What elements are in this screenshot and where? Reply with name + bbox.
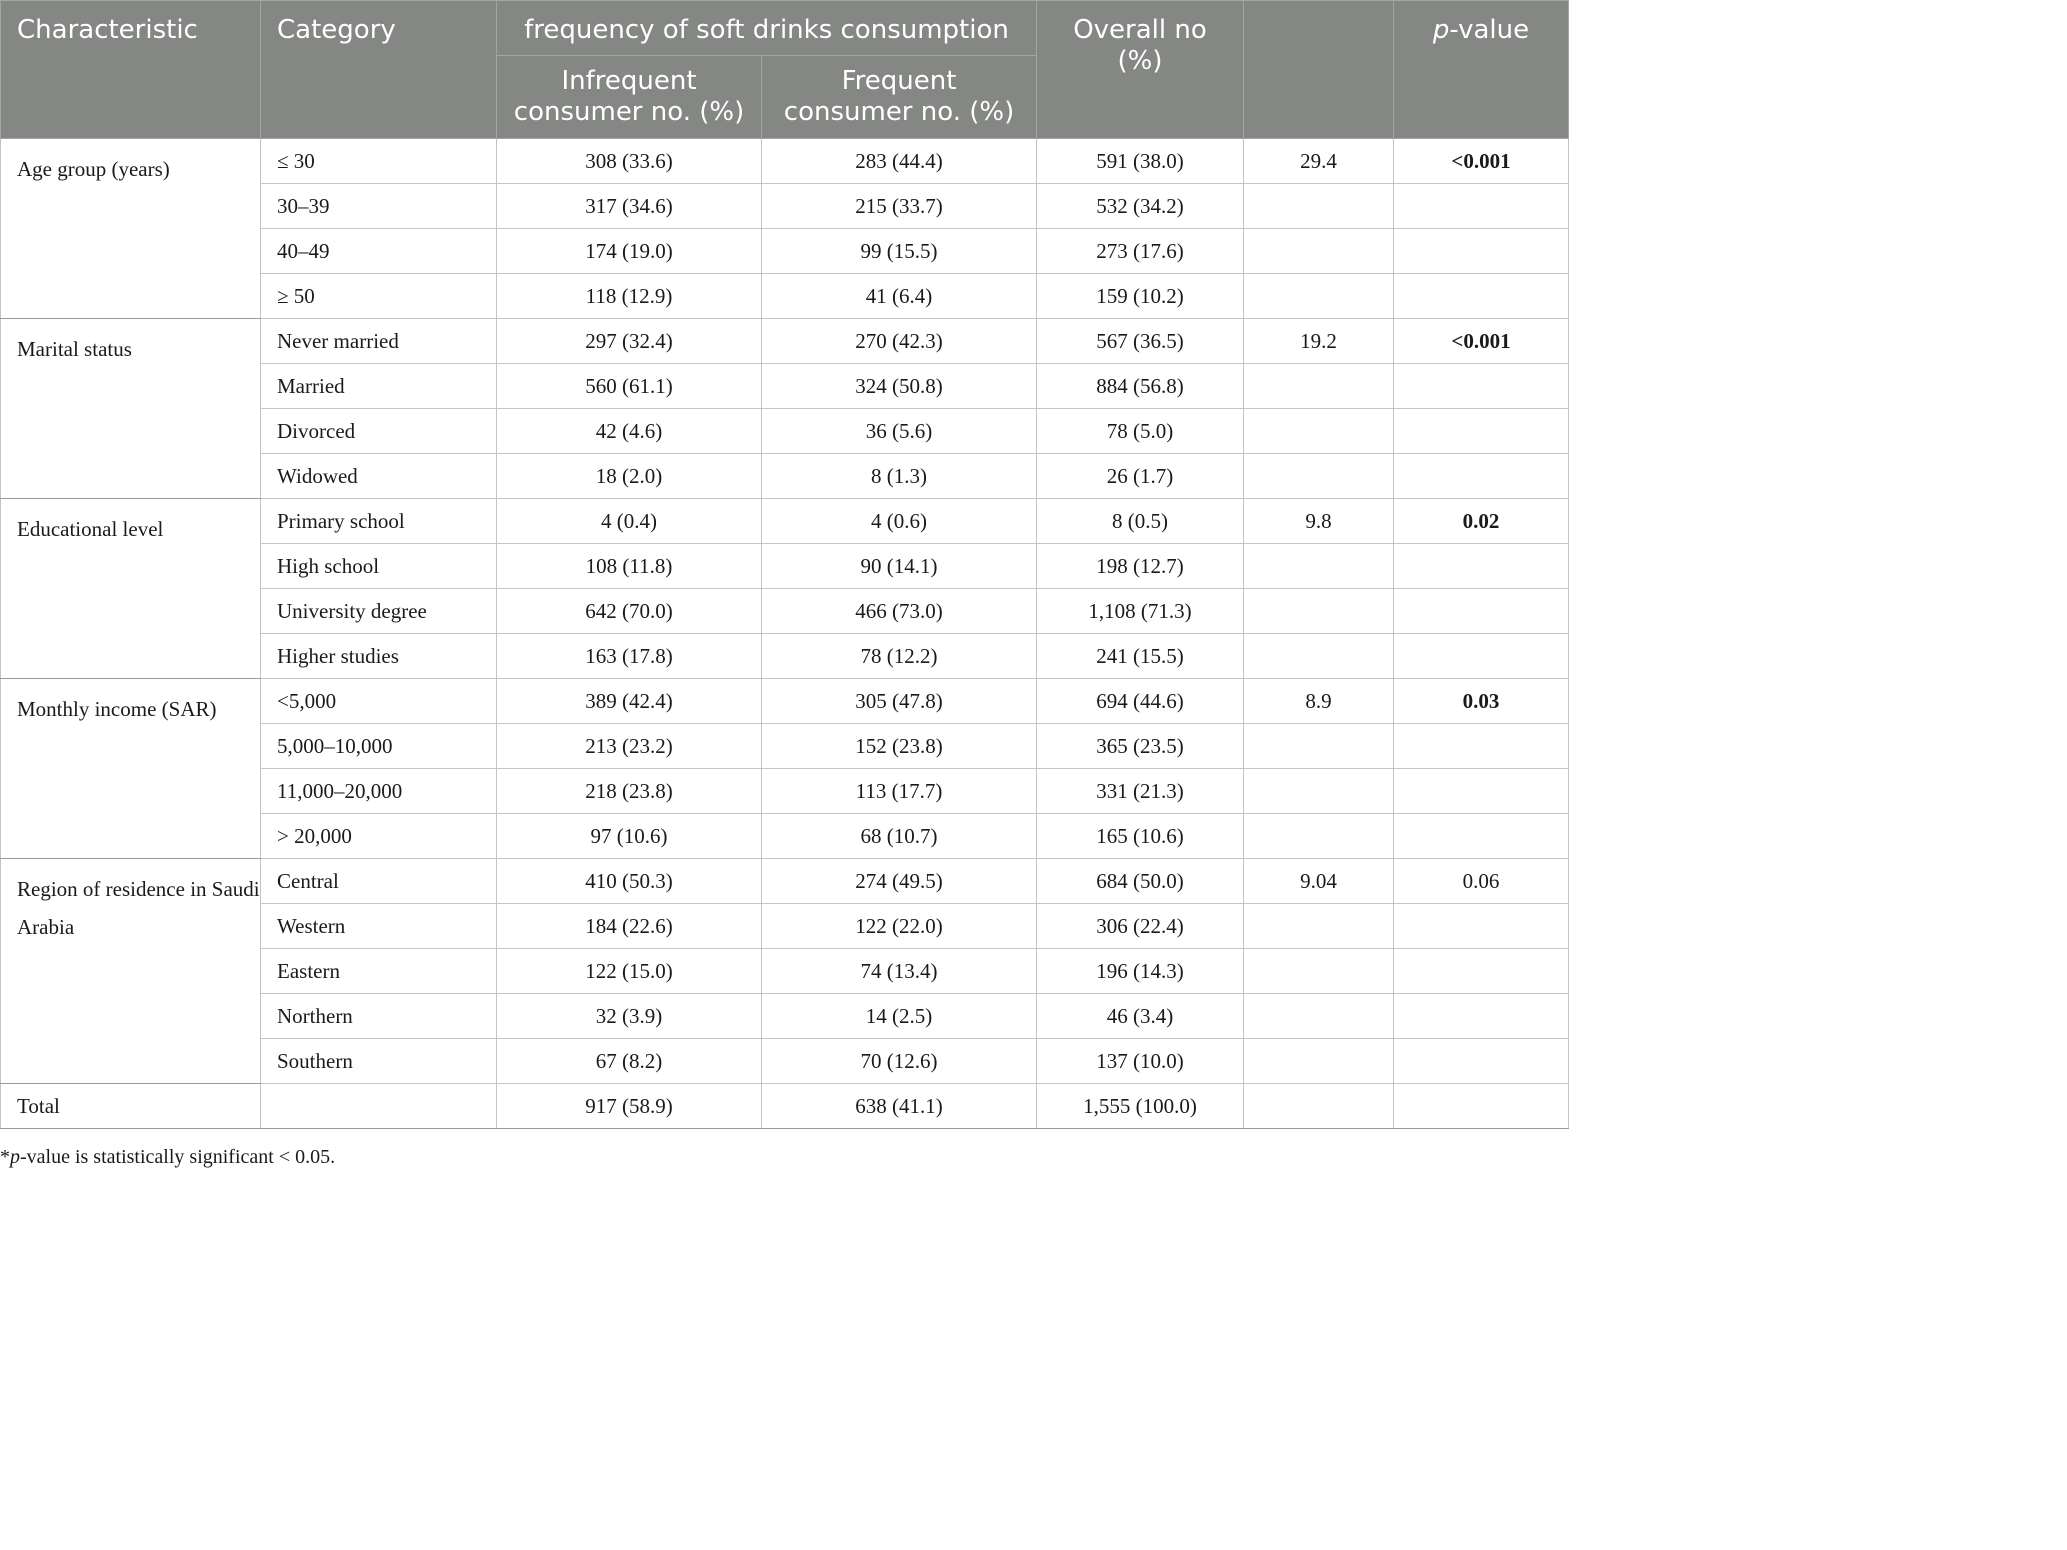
overall-cell: 165 (10.6): [1037, 814, 1244, 859]
header-overall-line2: (%): [1117, 46, 1163, 76]
category-cell: > 20,000: [261, 814, 497, 859]
header-p-value: [1394, 1, 1569, 139]
header-frequent: [762, 56, 1037, 139]
infrequent-cell: 308 (33.6): [497, 139, 762, 184]
infrequent-cell: 218 (23.8): [497, 769, 762, 814]
frequent-cell: 74 (13.4): [762, 949, 1037, 994]
header-infrequent-line1: Infrequent: [561, 66, 697, 96]
infrequent-cell: 917 (58.9): [497, 1084, 762, 1129]
category-cell: Southern: [261, 1039, 497, 1084]
statistic-cell: [1244, 589, 1394, 634]
overall-cell: 196 (14.3): [1037, 949, 1244, 994]
category-cell: <5,000: [261, 679, 497, 724]
overall-cell: 273 (17.6): [1037, 229, 1244, 274]
characteristic-cell: Marital status: [1, 319, 261, 499]
p-value-cell: 0.03: [1394, 679, 1569, 724]
overall-cell: 567 (36.5): [1037, 319, 1244, 364]
p-value-cell: [1394, 724, 1569, 769]
p-value-cell: [1394, 1084, 1569, 1129]
frequent-cell: 270 (42.3): [762, 319, 1037, 364]
statistic-cell: [1244, 454, 1394, 499]
frequent-cell: 152 (23.8): [762, 724, 1037, 769]
frequent-cell: 122 (22.0): [762, 904, 1037, 949]
p-value-cell: [1394, 1039, 1569, 1084]
characteristic-cell: Age group (years): [1, 139, 261, 319]
footnote-star: *: [0, 1146, 10, 1168]
infrequent-cell: 297 (32.4): [497, 319, 762, 364]
infrequent-cell: 67 (8.2): [497, 1039, 762, 1084]
overall-cell: 365 (23.5): [1037, 724, 1244, 769]
statistic-cell: 29.4: [1244, 139, 1394, 184]
table-row: [1, 499, 1569, 544]
infrequent-cell: 108 (11.8): [497, 544, 762, 589]
statistic-cell: [1244, 409, 1394, 454]
statistic-cell: [1244, 229, 1394, 274]
footnote: [0, 1146, 335, 1169]
frequent-cell: 305 (47.8): [762, 679, 1037, 724]
frequent-cell: 215 (33.7): [762, 184, 1037, 229]
footnote-text: -value is statistically significant < 0.05.: [20, 1146, 336, 1168]
category-cell: Primary school: [261, 499, 497, 544]
frequent-cell: 466 (73.0): [762, 589, 1037, 634]
statistic-cell: [1244, 1084, 1394, 1129]
statistic-cell: [1244, 904, 1394, 949]
frequent-cell: 68 (10.7): [762, 814, 1037, 859]
p-value-cell: [1394, 994, 1569, 1039]
header-infrequent-line2: consumer no. (%): [513, 97, 745, 127]
category-cell: Higher studies: [261, 634, 497, 679]
statistic-cell: [1244, 724, 1394, 769]
frequent-cell: 283 (44.4): [762, 139, 1037, 184]
infrequent-cell: 4 (0.4): [497, 499, 762, 544]
characteristic-cell: Monthly income (SAR): [1, 679, 261, 859]
infrequent-cell: 174 (19.0): [497, 229, 762, 274]
statistic-cell: [1244, 364, 1394, 409]
category-cell: Central: [261, 859, 497, 904]
statistic-cell: [1244, 544, 1394, 589]
p-value-cell: <0.001: [1394, 139, 1569, 184]
frequent-cell: 324 (50.8): [762, 364, 1037, 409]
total-label-cell: Total: [1, 1084, 261, 1129]
infrequent-cell: 18 (2.0): [497, 454, 762, 499]
overall-cell: 159 (10.2): [1037, 274, 1244, 319]
table-row: [1, 319, 1569, 364]
p-value-cell: [1394, 274, 1569, 319]
frequent-cell: 70 (12.6): [762, 1039, 1037, 1084]
table-row: [1, 139, 1569, 184]
frequent-cell: 274 (49.5): [762, 859, 1037, 904]
overall-cell: 137 (10.0): [1037, 1039, 1244, 1084]
frequent-cell: 90 (14.1): [762, 544, 1037, 589]
category-cell: Western: [261, 904, 497, 949]
category-cell: University degree: [261, 589, 497, 634]
infrequent-cell: 122 (15.0): [497, 949, 762, 994]
p-value-cell: [1394, 454, 1569, 499]
table-header: [1, 1, 1569, 139]
overall-cell: 532 (34.2): [1037, 184, 1244, 229]
frequent-cell: 4 (0.6): [762, 499, 1037, 544]
category-cell: 11,000–20,000: [261, 769, 497, 814]
overall-cell: 8 (0.5): [1037, 499, 1244, 544]
header-statistic: [1244, 1, 1394, 139]
frequent-cell: 8 (1.3): [762, 454, 1037, 499]
infrequent-cell: 389 (42.4): [497, 679, 762, 724]
statistic-cell: [1244, 949, 1394, 994]
statistic-cell: [1244, 769, 1394, 814]
statistic-cell: 9.8: [1244, 499, 1394, 544]
footnote-p-italic: p: [10, 1146, 20, 1168]
category-cell: Divorced: [261, 409, 497, 454]
p-value-cell: [1394, 634, 1569, 679]
frequent-cell: 113 (17.7): [762, 769, 1037, 814]
overall-cell: 1,108 (71.3): [1037, 589, 1244, 634]
header-infrequent: [497, 56, 762, 139]
header-overall-line1: Overall no: [1073, 15, 1207, 45]
statistic-cell: 19.2: [1244, 319, 1394, 364]
p-value-cell: 0.06: [1394, 859, 1569, 904]
overall-cell: 694 (44.6): [1037, 679, 1244, 724]
overall-cell: 684 (50.0): [1037, 859, 1244, 904]
infrequent-cell: 317 (34.6): [497, 184, 762, 229]
p-value-cell: [1394, 904, 1569, 949]
frequent-cell: 14 (2.5): [762, 994, 1037, 1039]
header-frequent-line1: Frequent: [841, 66, 957, 96]
infrequent-cell: 184 (22.6): [497, 904, 762, 949]
statistic-cell: 9.04: [1244, 859, 1394, 904]
table-row: [1, 859, 1569, 904]
header-frequent-line2: consumer no. (%): [783, 97, 1015, 127]
p-value-cell: [1394, 409, 1569, 454]
frequent-cell: 78 (12.2): [762, 634, 1037, 679]
infrequent-cell: 410 (50.3): [497, 859, 762, 904]
table-row-total: [1, 1084, 1569, 1129]
category-cell: 30–39: [261, 184, 497, 229]
infrequent-cell: 213 (23.2): [497, 724, 762, 769]
category-cell: Northern: [261, 994, 497, 1039]
infrequent-cell: 32 (3.9): [497, 994, 762, 1039]
p-value-cell: <0.001: [1394, 319, 1569, 364]
category-cell: ≤ 30: [261, 139, 497, 184]
statistic-cell: [1244, 994, 1394, 1039]
frequent-cell: 99 (15.5): [762, 229, 1037, 274]
category-cell: Married: [261, 364, 497, 409]
frequent-cell: 36 (5.6): [762, 409, 1037, 454]
category-cell: 40–49: [261, 229, 497, 274]
p-value-cell: [1394, 544, 1569, 589]
p-value-cell: 0.02: [1394, 499, 1569, 544]
overall-cell: 78 (5.0): [1037, 409, 1244, 454]
table-row: [1, 679, 1569, 724]
characteristic-cell: Region of residence in Saudi Arabia: [1, 859, 261, 1084]
overall-cell: 46 (3.4): [1037, 994, 1244, 1039]
p-value-cell: [1394, 589, 1569, 634]
frequent-cell: 41 (6.4): [762, 274, 1037, 319]
p-value-cell: [1394, 184, 1569, 229]
category-cell: 5,000–10,000: [261, 724, 497, 769]
characteristic-cell: Educational level: [1, 499, 261, 679]
statistic-cell: [1244, 1039, 1394, 1084]
statistic-cell: [1244, 814, 1394, 859]
header-p-italic: p: [1432, 15, 1450, 45]
category-cell: Eastern: [261, 949, 497, 994]
p-value-cell: [1394, 769, 1569, 814]
header-characteristic: Characteristic: [1, 1, 261, 139]
infrequent-cell: 118 (12.9): [497, 274, 762, 319]
infrequent-cell: 97 (10.6): [497, 814, 762, 859]
overall-cell: 241 (15.5): [1037, 634, 1244, 679]
overall-cell: 591 (38.0): [1037, 139, 1244, 184]
p-value-cell: [1394, 949, 1569, 994]
overall-cell: 306 (22.4): [1037, 904, 1244, 949]
overall-cell: 26 (1.7): [1037, 454, 1244, 499]
statistic-cell: [1244, 634, 1394, 679]
header-overall: [1037, 1, 1244, 139]
p-value-cell: [1394, 229, 1569, 274]
infrequent-cell: 42 (4.6): [497, 409, 762, 454]
overall-cell: 198 (12.7): [1037, 544, 1244, 589]
frequent-cell: 638 (41.1): [762, 1084, 1037, 1129]
overall-cell: 1,555 (100.0): [1037, 1084, 1244, 1129]
p-value-cell: [1394, 814, 1569, 859]
header-category: Category: [261, 1, 497, 139]
table-body: [1, 139, 1569, 1129]
statistic-cell: [1244, 274, 1394, 319]
category-cell: Widowed: [261, 454, 497, 499]
overall-cell: 331 (21.3): [1037, 769, 1244, 814]
overall-cell: 884 (56.8): [1037, 364, 1244, 409]
category-cell: ≥ 50: [261, 274, 497, 319]
statistic-cell: 8.9: [1244, 679, 1394, 724]
category-cell: [261, 1084, 497, 1129]
infrequent-cell: 642 (70.0): [497, 589, 762, 634]
header-frequency-group: frequency of soft drinks consumption: [497, 1, 1037, 56]
header-p-rest: -value: [1449, 15, 1530, 45]
category-cell: High school: [261, 544, 497, 589]
p-value-cell: [1394, 364, 1569, 409]
statistic-cell: [1244, 184, 1394, 229]
infrequent-cell: 163 (17.8): [497, 634, 762, 679]
category-cell: Never married: [261, 319, 497, 364]
infrequent-cell: 560 (61.1): [497, 364, 762, 409]
